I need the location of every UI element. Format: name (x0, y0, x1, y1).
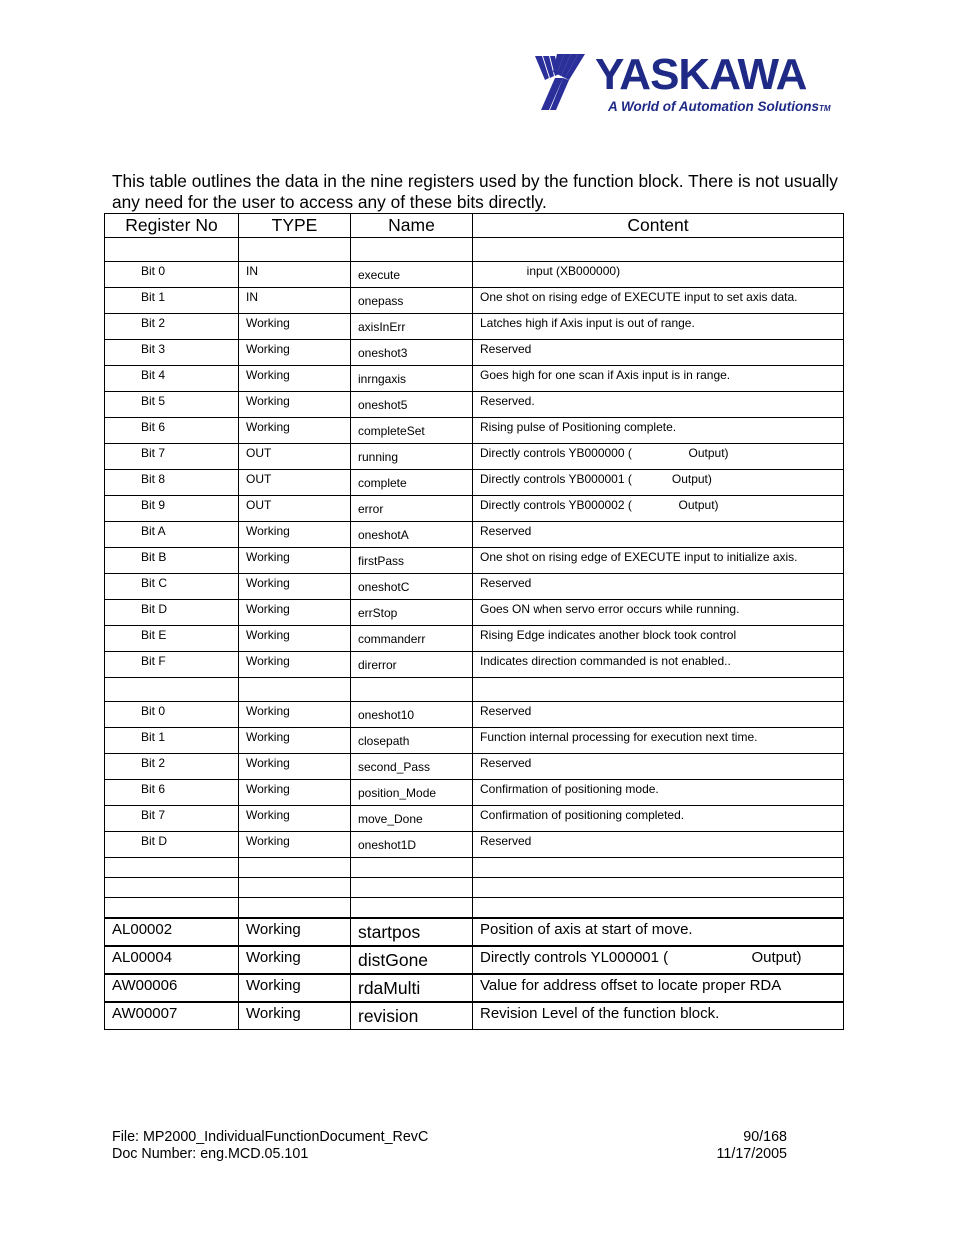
register-row (105, 946, 844, 974)
type-cell: Working (239, 832, 351, 858)
name-cell: startpos (351, 918, 473, 946)
type-cell: Working (239, 702, 351, 728)
bit-row (105, 574, 844, 600)
register-cell: Bit E (105, 626, 239, 652)
name-cell: oneshotC (351, 574, 473, 600)
bit-row (105, 392, 844, 418)
content-cell: input (XB000000) (473, 262, 844, 288)
bit-row (105, 806, 844, 832)
content-cell: Rising Edge indicates another block took control (473, 626, 844, 652)
empty-row (105, 858, 844, 878)
content-cell: Revision Level of the function block. (473, 1002, 844, 1030)
footer-date: 11/17/2005 (716, 1145, 787, 1162)
name-cell: firstPass (351, 548, 473, 574)
register-cell: Bit 9 (105, 496, 239, 522)
type-cell: Working (239, 626, 351, 652)
name-cell: second_Pass (351, 754, 473, 780)
blank-cell (473, 238, 844, 262)
content-cell: Value for address offset to locate proper RDA (473, 974, 844, 1002)
header-name: Name (351, 214, 473, 238)
type-cell: Working (239, 340, 351, 366)
content-cell: Reserved (473, 702, 844, 728)
blank-cell (473, 878, 844, 898)
group2-register-row (105, 678, 844, 702)
empty-row (105, 898, 844, 919)
bit-row (105, 262, 844, 288)
header-register-no: Register No (105, 214, 239, 238)
page-footer (112, 1129, 787, 1162)
register-cell: Bit 2 (105, 314, 239, 340)
blank-cell (239, 238, 351, 262)
register-cell: AW00007 (105, 1002, 239, 1030)
name-cell: oneshot3 (351, 340, 473, 366)
register-cell: Bit 6 (105, 780, 239, 806)
register-cell: Bit 1 (105, 728, 239, 754)
blank-cell (239, 878, 351, 898)
type-cell: Working (239, 806, 351, 832)
name-cell: completeSet (351, 418, 473, 444)
content-cell: Reserved (473, 832, 844, 858)
yaskawa-logo (533, 52, 833, 122)
type-cell: Working (239, 728, 351, 754)
header-content: Content (473, 214, 844, 238)
bit-row (105, 728, 844, 754)
name-cell: errStop (351, 600, 473, 626)
name-cell: position_Mode (351, 780, 473, 806)
name-cell: closepath (351, 728, 473, 754)
bit-row (105, 314, 844, 340)
type-cell: Working (239, 918, 351, 946)
register-cell: Bit 2 (105, 754, 239, 780)
type-cell: Working (239, 600, 351, 626)
logo-brand-text: YASKAWA (595, 50, 807, 99)
register-cell: Bit F (105, 652, 239, 678)
register-cell: Bit 4 (105, 366, 239, 392)
bit-row (105, 444, 844, 470)
register-row (105, 1002, 844, 1030)
bit-row (105, 780, 844, 806)
bit-row (105, 600, 844, 626)
blank-cell (105, 898, 239, 919)
content-cell: Directly controls YB000002 ( Output) (473, 496, 844, 522)
register-cell: Bit C (105, 574, 239, 600)
blank-cell (105, 878, 239, 898)
blank-cell (351, 878, 473, 898)
blank-cell (239, 858, 351, 878)
register-cell: Bit 6 (105, 418, 239, 444)
register-cell: Bit 0 (105, 262, 239, 288)
footer-page-number: 90/168 (743, 1129, 787, 1145)
register-row (105, 918, 844, 946)
content-cell: Function internal processing for execution next time. (473, 728, 844, 754)
type-cell: Working (239, 522, 351, 548)
type-cell: Working (239, 366, 351, 392)
name-cell: direrror (351, 652, 473, 678)
blank-cell (473, 898, 844, 919)
type-cell: Working (239, 418, 351, 444)
name-cell: running (351, 444, 473, 470)
name-cell: onepass (351, 288, 473, 314)
content-cell: One shot on rising edge of EXECUTE input to initialize axis. (473, 548, 844, 574)
register-cell: Bit 0 (105, 702, 239, 728)
content-cell: Reserved (473, 574, 844, 600)
register-cell: Bit 7 (105, 444, 239, 470)
content-cell: Confirmation of positioning completed. (473, 806, 844, 832)
register-cell: Bit B (105, 548, 239, 574)
name-cell: revision (351, 1002, 473, 1030)
content-cell: Latches high if Axis input is out of range. (473, 314, 844, 340)
bit-row (105, 288, 844, 314)
register-cell: AW00006 (105, 974, 239, 1002)
register-row (105, 974, 844, 1002)
register-cell: Bit 3 (105, 340, 239, 366)
footer-doc-number: Doc Number: eng.MCD.05.101 (112, 1145, 309, 1162)
bit-row (105, 470, 844, 496)
group1-register-row (105, 238, 844, 262)
content-cell: Reserved (473, 340, 844, 366)
content-cell: Rising pulse of Positioning complete. (473, 418, 844, 444)
type-cell: Working (239, 314, 351, 340)
register-cell: Bit D (105, 600, 239, 626)
name-cell: error (351, 496, 473, 522)
intro-paragraph: This table outlines the data in the nine registers used by the function block. There is not usually any need for the user to access any of these bits directly. (112, 171, 838, 212)
name-cell: distGone (351, 946, 473, 974)
blank-cell (105, 858, 239, 878)
bit-row (105, 652, 844, 678)
bit-row (105, 340, 844, 366)
content-cell: Directly controls YB000000 ( Output) (473, 444, 844, 470)
name-cell: complete (351, 470, 473, 496)
type-cell: Working (239, 1002, 351, 1030)
content-cell: One shot on rising edge of EXECUTE input to set axis data. (473, 288, 844, 314)
bit-row (105, 626, 844, 652)
type-cell: IN (239, 262, 351, 288)
type-cell: Working (239, 548, 351, 574)
blank-cell (351, 238, 473, 262)
name-cell: inrngaxis (351, 366, 473, 392)
bit-row (105, 418, 844, 444)
empty-row (105, 878, 844, 898)
content-cell: Reserved (473, 522, 844, 548)
blank-cell (351, 898, 473, 919)
name-cell: oneshotA (351, 522, 473, 548)
content-cell: Directly controls YB000001 ( Output) (473, 470, 844, 496)
name-cell: axisInErr (351, 314, 473, 340)
register-table (104, 213, 844, 1030)
blank-cell (239, 678, 351, 702)
footer-file: File: MP2000_IndividualFunctionDocument_RevC (112, 1129, 429, 1145)
yaskawa-y-mark-icon (533, 52, 597, 112)
bit-row (105, 702, 844, 728)
bit-row (105, 754, 844, 780)
register-cell: Bit 8 (105, 470, 239, 496)
header-type: TYPE (239, 214, 351, 238)
type-cell: Working (239, 780, 351, 806)
content-cell: Indicates direction commanded is not enabled.. (473, 652, 844, 678)
blank-cell (473, 858, 844, 878)
bit-row (105, 366, 844, 392)
content-cell: Confirmation of positioning mode. (473, 780, 844, 806)
register-cell: Bit D (105, 832, 239, 858)
bit-row (105, 832, 844, 858)
register-cell: AL00002 (105, 918, 239, 946)
logo-tagline: A World of Automation SolutionsTM (608, 99, 831, 114)
blank-cell (473, 678, 844, 702)
content-cell: Reserved. (473, 392, 844, 418)
type-cell: OUT (239, 496, 351, 522)
type-cell: Working (239, 392, 351, 418)
type-cell: OUT (239, 470, 351, 496)
register-cell: Bit 1 (105, 288, 239, 314)
type-cell: Working (239, 754, 351, 780)
blank-cell (239, 898, 351, 919)
type-cell: Working (239, 652, 351, 678)
type-cell: Working (239, 946, 351, 974)
blank-cell (105, 238, 239, 262)
register-cell: AL00004 (105, 946, 239, 974)
content-cell: Reserved (473, 754, 844, 780)
name-cell: rdaMulti (351, 974, 473, 1002)
table-header-row (105, 214, 844, 238)
type-cell: Working (239, 574, 351, 600)
type-cell: Working (239, 974, 351, 1002)
name-cell: oneshot1D (351, 832, 473, 858)
name-cell: oneshot10 (351, 702, 473, 728)
bit-row (105, 522, 844, 548)
name-cell: execute (351, 262, 473, 288)
bit-row (105, 548, 844, 574)
content-cell: Goes high for one scan if Axis input is in range. (473, 366, 844, 392)
register-cell: Bit A (105, 522, 239, 548)
blank-cell (351, 858, 473, 878)
bit-row (105, 496, 844, 522)
register-cell: Bit 5 (105, 392, 239, 418)
blank-cell (105, 678, 239, 702)
name-cell: move_Done (351, 806, 473, 832)
type-cell: OUT (239, 444, 351, 470)
type-cell: IN (239, 288, 351, 314)
name-cell: oneshot5 (351, 392, 473, 418)
content-cell: Directly controls YL000001 ( Output) (473, 946, 844, 974)
content-cell: Position of axis at start of move. (473, 918, 844, 946)
content-cell: Goes ON when servo error occurs while running. (473, 600, 844, 626)
register-cell: Bit 7 (105, 806, 239, 832)
name-cell: commanderr (351, 626, 473, 652)
blank-cell (351, 678, 473, 702)
